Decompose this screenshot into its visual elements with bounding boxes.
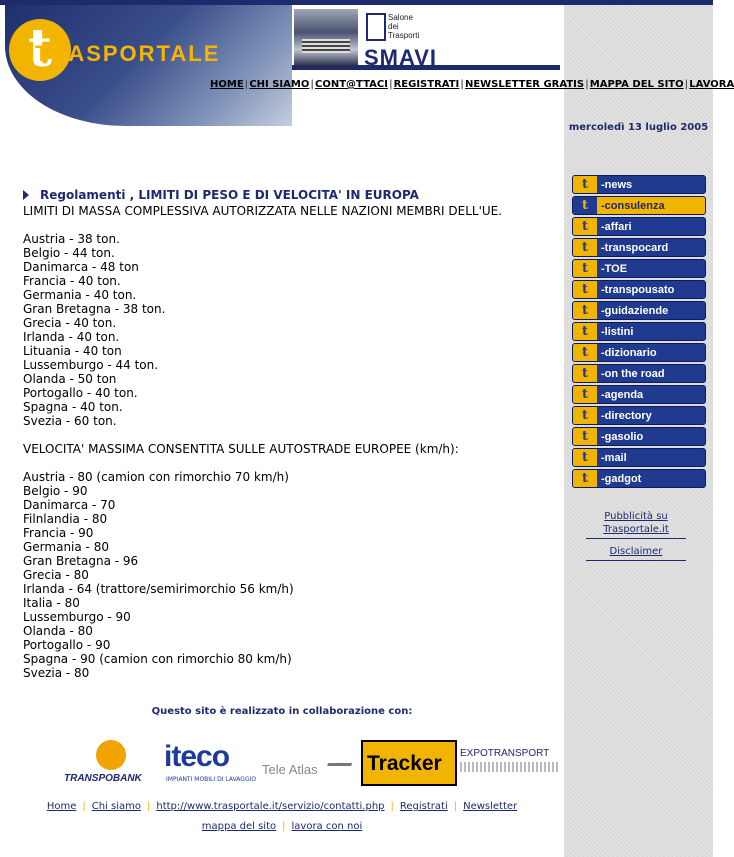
- footer-mappa[interactable]: mappa del sito: [201, 821, 277, 832]
- t-logo-icon: t: [573, 197, 597, 214]
- t-logo-icon: t: [573, 428, 597, 445]
- list-item: Germania - 40 ton.: [23, 288, 137, 302]
- sidebar-item-3[interactable]: [572, 238, 706, 257]
- arrow-right-icon: [23, 190, 29, 200]
- tracker-logo[interactable]: Tracker: [361, 740, 457, 786]
- t-logo-icon: t: [573, 386, 597, 403]
- trasportale-logo[interactable]: [5, 5, 292, 126]
- nav-contattaci[interactable]: CONT@TTACI: [315, 79, 388, 90]
- collaboration-text: Questo sito è realizzato in collaborazione con:: [151, 706, 413, 717]
- list-item: Danimarca - 70: [23, 498, 116, 512]
- t-logo-icon: t: [573, 365, 597, 382]
- smavi-subtitle: Salone dei Trasporti: [388, 13, 420, 40]
- list-item: Spagna - 40 ton.: [23, 400, 123, 414]
- list-item: Danimarca - 48 ton: [23, 260, 139, 274]
- list-item: Germania - 80: [23, 540, 109, 554]
- sidebar-item-9[interactable]: [572, 364, 706, 383]
- t-logo-icon: t: [573, 449, 597, 466]
- list-item: Svezia - 60 ton.: [23, 414, 117, 428]
- teleatlas-logo[interactable]: Tele Atlas: [262, 740, 358, 786]
- sidebar-item-label: -gadgot: [601, 472, 642, 485]
- nav-newsletter[interactable]: NEWSLETTER GRATIS: [464, 79, 585, 90]
- t-logo-icon: t: [573, 239, 597, 256]
- t-logo-icon: t: [573, 407, 597, 424]
- sidebar-item-1[interactable]: [572, 196, 706, 215]
- sidebar-item-6[interactable]: [572, 301, 706, 320]
- footer-home[interactable]: Home: [46, 801, 77, 812]
- sidebar-item-label: -dizionario: [601, 346, 657, 359]
- sidebar-links: [586, 510, 686, 567]
- list-item: Olanda - 80: [23, 624, 93, 638]
- sidebar-item-label: -directory: [601, 409, 652, 422]
- sidebar-item-label: -TOE: [601, 262, 628, 275]
- sidebar-menu: [572, 175, 706, 490]
- t-logo-icon: t: [9, 19, 71, 81]
- list-item: Italia - 80: [23, 596, 80, 610]
- sidebar-item-13[interactable]: [572, 448, 706, 467]
- list-item: Francia - 90: [23, 526, 94, 540]
- sidebar-item-label: -affari: [601, 220, 632, 233]
- sidebar-item-0[interactable]: [572, 175, 706, 194]
- list-item: Belgio - 90: [23, 484, 88, 498]
- list-item: Lituania - 40 ton: [23, 344, 122, 358]
- sponsor-logos: [64, 740, 559, 786]
- truck-image: [294, 9, 358, 67]
- t-logo-icon: t: [573, 344, 597, 361]
- list-item: Austria - 38 ton.: [23, 232, 120, 246]
- advertising-link[interactable]: Pubblicità su Trasportale.it: [603, 511, 669, 535]
- list-item: Irlanda - 64 (trattore/semirimorchio 56 km/h): [23, 582, 294, 596]
- sidebar-item-8[interactable]: [572, 343, 706, 362]
- sidebar-item-label: -on the road: [601, 367, 665, 380]
- list-item: Gran Bretagna - 96: [23, 554, 139, 568]
- t-logo-icon: t: [573, 302, 597, 319]
- speed-title: VELOCITA' MASSIMA CONSENTITA SULLE AUTOSTRADE EUROPEE (km/h):: [23, 442, 459, 456]
- speed-limits-list: [23, 470, 553, 680]
- list-item: Olanda - 50 ton: [23, 372, 117, 386]
- list-item: Irlanda - 40 ton.: [23, 330, 120, 344]
- mass-limits-list: [23, 232, 553, 428]
- list-item: Belgio - 44 ton.: [23, 246, 115, 260]
- sidebar-item-4[interactable]: [572, 259, 706, 278]
- list-item: Austria - 80 (camion con rimorchio 70 km/h): [23, 470, 289, 484]
- nav-registrati[interactable]: REGISTRATI: [393, 79, 460, 90]
- mass-title: LIMITI DI MASSA COMPLESSIVA AUTORIZZATA NELLE NAZIONI MEMBRI DELL'UE.: [23, 204, 503, 218]
- expotransport-logo[interactable]: EXPOTRANSPORT: [460, 740, 559, 786]
- t-logo-icon: t: [573, 218, 597, 235]
- t-logo-icon: t: [573, 176, 597, 193]
- list-item: Lussemburgo - 90: [23, 610, 131, 624]
- sidebar-item-label: -gasolio: [601, 430, 644, 443]
- sidebar-item-label: -mail: [601, 451, 627, 464]
- sidebar-item-11[interactable]: [572, 406, 706, 425]
- top-nav: HOME|CHI SIAMO|CONT@TTACI|REGISTRATI|NEWSLETTER GRATIS|MAPPA DEL SITO|LAVORA: [210, 79, 734, 90]
- sidebar-item-12[interactable]: [572, 427, 706, 446]
- footer-contatti[interactable]: http://www.trasportale.it/servizio/contatti.php: [156, 801, 385, 812]
- list-item: Portogallo - 90: [23, 638, 111, 652]
- list-item: Grecia - 40 ton.: [23, 316, 117, 330]
- list-item: Lussemburgo - 44 ton.: [23, 358, 159, 372]
- list-item: Spagna - 90 (camion con rimorchio 80 km/h): [23, 652, 292, 666]
- footer-registrati[interactable]: Registrati: [399, 801, 448, 812]
- iteco-logo[interactable]: iteco IMPIANTI MOBILI DI LAVAGGIO: [164, 740, 257, 783]
- sidebar-item-label: -guidaziende: [601, 304, 669, 317]
- footer-links: Home | Chi siamo | http://www.trasportale.it/servizio/contatti.php | Registrati | Newsletter mappa del sito | lavora con noi: [46, 801, 518, 832]
- sidebar-item-2[interactable]: [572, 217, 706, 236]
- sidebar-item-10[interactable]: [572, 385, 706, 404]
- nav-mappa[interactable]: MAPPA DEL SITO: [589, 79, 684, 90]
- sidebar-item-label: -transpousato: [601, 283, 675, 296]
- t-logo-icon: t: [573, 470, 597, 487]
- list-item: Grecia - 80: [23, 568, 89, 582]
- t-logo-icon: t: [573, 281, 597, 298]
- sidebar-item-label: -consulenza: [601, 199, 665, 212]
- list-item: Gran Bretagna - 38 ton.: [23, 302, 166, 316]
- logo-text: TRASPORTALE: [35, 41, 221, 66]
- transpobank-logo[interactable]: TRANSPOBANK: [64, 740, 160, 786]
- smavi-banner[interactable]: [292, 5, 560, 70]
- list-item: Svezia - 80: [23, 666, 90, 680]
- sidebar-item-label: -transpocard: [601, 241, 669, 254]
- sidebar-item-label: -listini: [601, 325, 634, 338]
- smavi-logo-icon: [366, 13, 386, 41]
- footer-newsletter[interactable]: Newsletter: [463, 801, 518, 812]
- main-content: [23, 188, 553, 680]
- page-heading: [23, 188, 553, 202]
- sidebar-item-label: -agenda: [601, 388, 644, 401]
- list-item: Francia - 40 ton.: [23, 274, 121, 288]
- nav-lavora[interactable]: LAVORA: [689, 79, 734, 90]
- sidebar-item-5[interactable]: [572, 280, 706, 299]
- current-date: mercoledì 13 luglio 2005: [568, 122, 709, 133]
- footer-chi-siamo[interactable]: Chi siamo: [91, 801, 141, 812]
- list-item: Portogallo - 40 ton.: [23, 386, 138, 400]
- sidebar-item-14[interactable]: [572, 469, 706, 488]
- footer-lavora[interactable]: lavora con noi: [291, 821, 363, 832]
- list-item: Filnlandia - 80: [23, 512, 108, 526]
- nav-chi-siamo[interactable]: CHI SIAMO: [249, 79, 310, 90]
- page-title: Regolamenti , LIMITI DI PESO E DI VELOCITA' IN EUROPA: [40, 188, 419, 202]
- sidebar-item-7[interactable]: [572, 322, 706, 341]
- t-logo-icon: t: [573, 323, 597, 340]
- disclaimer-link[interactable]: Disclaimer: [609, 546, 663, 557]
- t-logo-icon: t: [573, 260, 597, 277]
- nav-home[interactable]: HOME: [210, 79, 244, 90]
- smavi-title: SMAVI: [364, 45, 438, 70]
- sidebar-item-label: -news: [601, 178, 633, 191]
